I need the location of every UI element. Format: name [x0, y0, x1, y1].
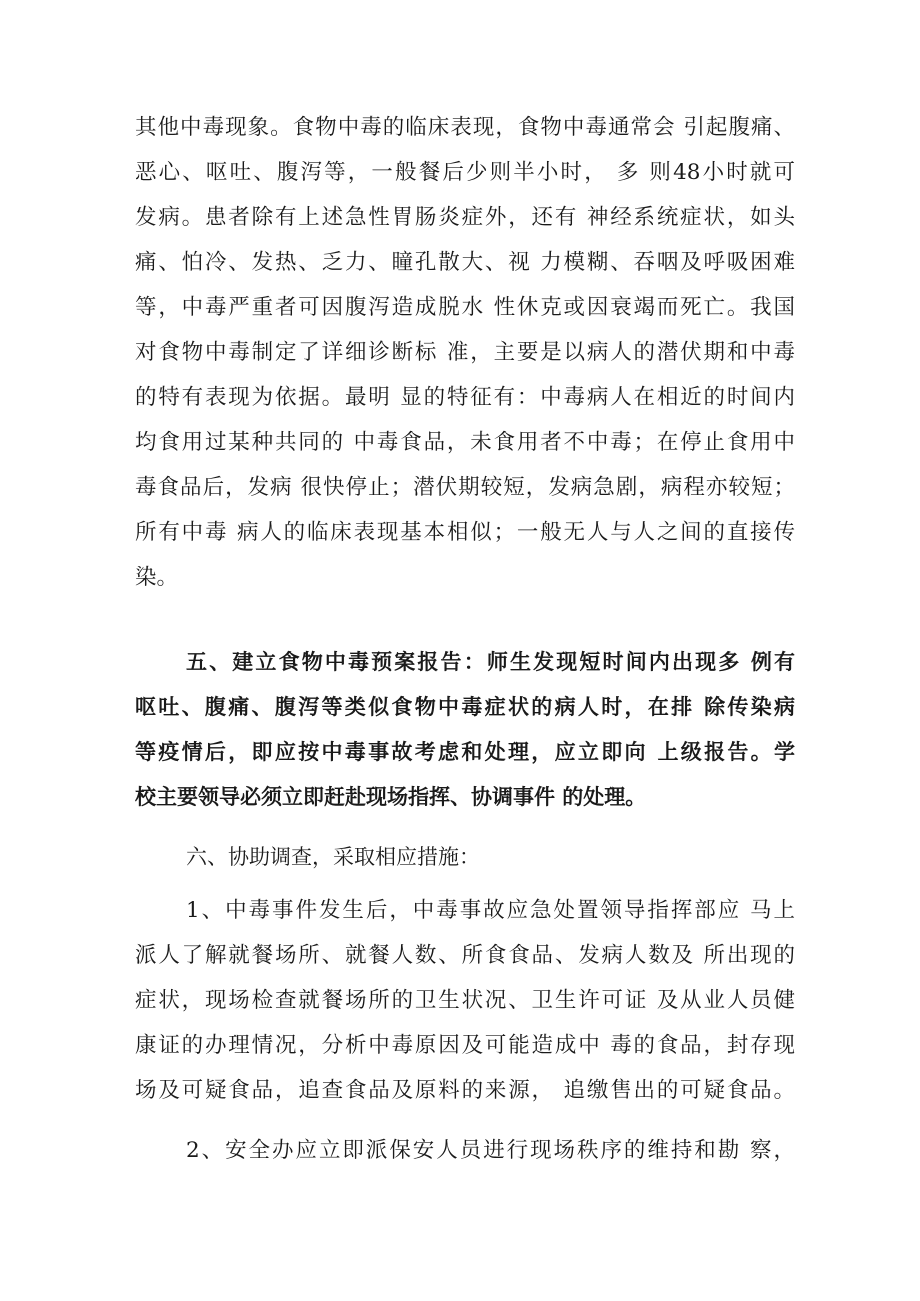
text-line: 场及可疑食品，追查食品及原料的来源， 追缴售出的可疑食品。 — [135, 1078, 795, 1103]
text-line: 对食物中毒制定了详细诊断标 准，主要是以病人的潜伏期和中毒 — [135, 340, 795, 365]
paragraph-clinical-symptoms — [135, 105, 795, 600]
paragraph-item-one — [135, 888, 795, 1113]
text-line: 康证的办理情况，分析中毒原因及可能造成中 毒的食品，封存现 — [135, 1033, 795, 1058]
section-heading-line: 五、建立食物中毒预案报告：师生发现短时间内出现多 例有 — [186, 650, 795, 674]
text-line: 所有中毒 病人的临床表现基本相似；一般无人与人之间的直接传 — [135, 520, 795, 545]
text-line: 染。 — [135, 565, 179, 590]
text-line: 痛、怕冷、发热、乏力、瞳孔散大、视 力模糊、吞咽及呼吸困难 — [135, 250, 795, 275]
text-line: 毒食品后，发病 很快停止；潜伏期较短，发病急剧，病程亦较短； — [135, 475, 795, 500]
text-line: 均食用过某种共同的 中毒食品，未食用者不中毒；在停止食用中 — [135, 430, 795, 455]
text-line: 恶心、呕吐、腹泻等，一般餐后少则半小时， 多 则48小时就可 — [135, 160, 795, 185]
text-line: 派人了解就餐场所、就餐人数、所食食品、发病人数及 所出现的 — [135, 943, 795, 968]
paragraph-item-two — [135, 1128, 795, 1173]
text-line: 症状，现场检查就餐场所的卫生状况、卫生许可证 及从业人员健 — [135, 988, 795, 1013]
text-line: 2、安全办应立即派保安人员进行现场秩序的维持和勘 察， — [186, 1138, 795, 1163]
text-line: 校主要领导必须立即赶赴现场指挥、协调事件 的处理。 — [135, 785, 647, 809]
section-heading-line: 六、协助调查，采取相应措施： — [186, 845, 480, 869]
text-line: 其他中毒现象。食物中毒的临床表现，食物中毒通常会 引起腹痛、 — [135, 115, 795, 140]
paragraph-section-six — [135, 835, 795, 880]
text-line: 1、中毒事件发生后，中毒事故应急处置领导指挥部应 马上 — [186, 898, 795, 923]
text-line: 呕吐、腹痛、腹泻等类似食物中毒症状的病人时，在排 除传染病 — [135, 695, 795, 719]
text-line: 发病。患者除有上述急性胃肠炎症外，还有 神经系统症状，如头 — [135, 205, 795, 230]
text-line: 的特有表现为依据。最明 显的特征有：中毒病人在相近的时间内 — [135, 385, 795, 410]
paragraph-section-five — [135, 640, 795, 820]
text-line: 等，中毒严重者可因腹泻造成脱水 性休克或因衰竭而死亡。我国 — [135, 295, 795, 320]
text-line: 等疫情后，即应按中毒事故考虑和处理，应立即向 上级报告。学 — [135, 740, 795, 764]
